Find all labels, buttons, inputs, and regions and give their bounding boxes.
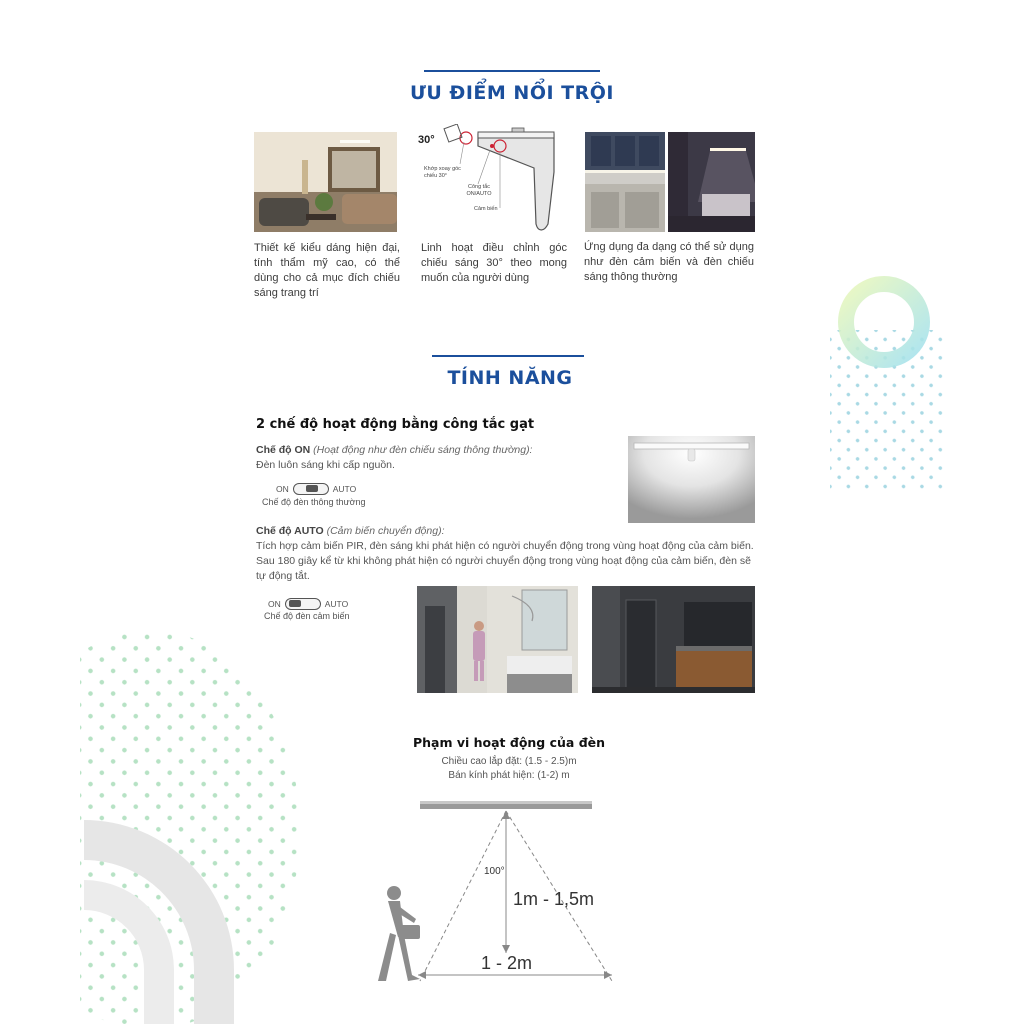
diagram-sensor-label: Cảm biến: [474, 206, 498, 212]
rotation-diagram: [416, 124, 576, 236]
living-room-image: [254, 132, 397, 232]
features-heading: 2 chế độ hoạt động bằng công tắc gạt: [256, 417, 535, 432]
range-radius: Bán kính phát hiện: (1-2) m: [448, 770, 570, 781]
bathroom-dark-image: [592, 586, 755, 693]
on-off-switch[interactable]: [293, 483, 329, 495]
advantage-text-1: Thiết kế kiểu dáng hiện đại, tính thẩm mỹ cao, có thể dùng cho cả mục đích chiếu sáng trang trí: [254, 242, 400, 299]
lamp-on-image: [628, 436, 755, 523]
advantages-title-line: [424, 70, 600, 72]
range-height: Chiều cao lắp đặt: (1.5 - 2.5)m: [441, 756, 577, 767]
range-horizontal-label: 1 - 2m: [481, 953, 533, 973]
mode-on-desc: Đèn luôn sáng khi cấp nguồn.: [256, 459, 395, 471]
switch-on-label-2: ON: [268, 599, 281, 609]
mode-on-caption: Chế độ đèn thông thường: [262, 497, 366, 507]
diagram-angle-label: 30°: [418, 134, 435, 146]
mode-auto-caption: Chế độ đèn cảm biến: [264, 611, 350, 621]
walking-person-icon: [378, 886, 420, 981]
mode-auto-desc: Tích hợp cảm biến PIR, đèn sáng khi phát hiện có người chuyển động trong vùng hoạt động của cảm biến. Sau 180 giây kể từ khi không phát hiện có người chuyển động trong vùng hoạt động của cảm biến, đèn sẽ tự động tắt.: [256, 540, 754, 582]
range-title: Phạm vi hoạt động của đèn: [412, 735, 606, 750]
advantage-text-2: Linh hoạt điều chỉnh góc chiếu sáng 30° theo mong muốn của người dùng: [421, 242, 567, 284]
mode-auto-name: Chế độ AUTO: [256, 525, 324, 537]
mode-on-title: [256, 443, 616, 457]
advantages-title: ƯU ĐIỂM NỔI TRỘI: [410, 82, 614, 104]
switch-on-label: ON: [276, 484, 289, 494]
decorative-ring-right: [836, 275, 936, 375]
switch-auto-label-2: AUTO: [324, 599, 349, 609]
bedroom-image: [668, 132, 755, 232]
range-angle-label: 100°: [484, 866, 505, 877]
mode-on-desc-italic: (Hoạt động như đèn chiếu sáng thông thường):: [313, 444, 533, 456]
decorative-arc-left: [84, 820, 244, 1024]
bathroom-lit-image: [417, 586, 578, 693]
range-vertical-label: 1m - 1,5m: [513, 889, 595, 909]
diagram-switch-label: Công tắc ON/AUTO: [466, 184, 492, 197]
mode-on-switch-row: [276, 483, 356, 495]
mode-auto-switch-row: [268, 598, 348, 610]
advantage-text-3: Ứng dụng đa dạng có thể sử dụng như đèn cảm biến và đèn chiếu sáng thông thường: [584, 241, 754, 283]
on-auto-switch[interactable]: [285, 598, 321, 610]
switch-auto-label: AUTO: [332, 484, 357, 494]
diagram-rotate-label: Khớp xoay góc chiếu 30°: [424, 166, 461, 179]
kitchen-image: [585, 132, 665, 232]
mode-on-name: Chế độ ON: [256, 444, 311, 456]
mode-auto-title: [256, 524, 616, 538]
features-title-line: [432, 355, 584, 357]
mode-auto-desc-italic: (Cảm biến chuyển động):: [326, 525, 445, 537]
features-title: TÍNH NĂNG: [447, 367, 573, 389]
